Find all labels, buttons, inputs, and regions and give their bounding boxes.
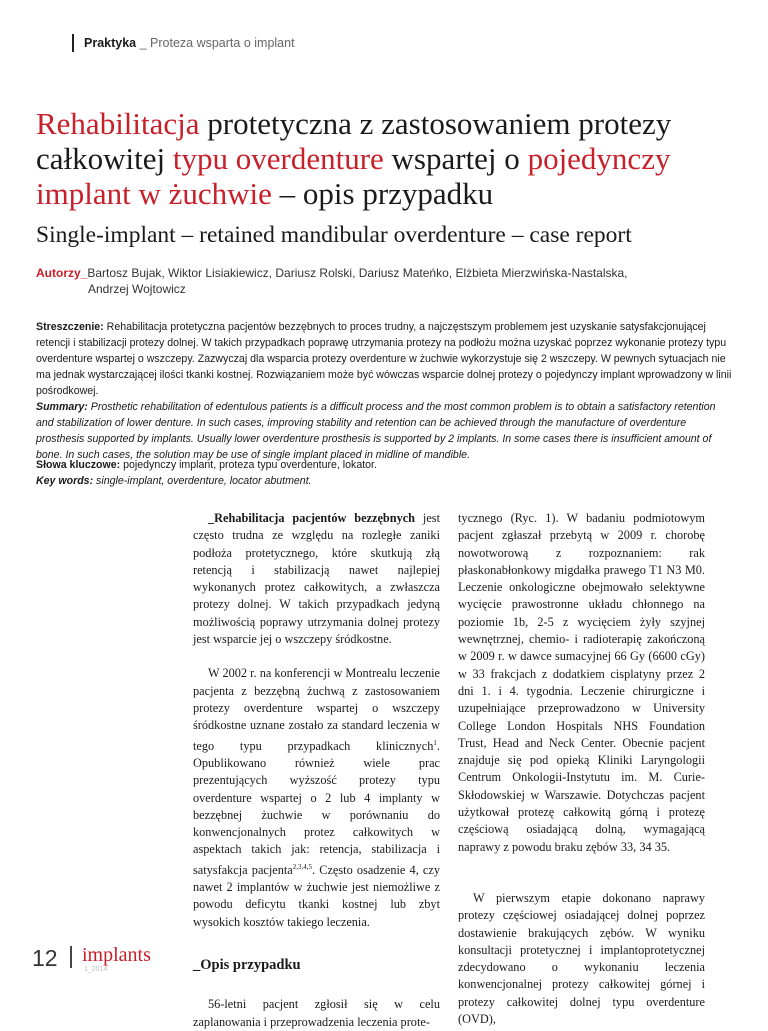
authors-line-2: Andrzej Wojtowicz [88, 282, 186, 296]
header-rule [72, 34, 74, 52]
treatment-paragraph: W pierwszym etapie dokonano naprawy protezy częściowej osiadającej dolnej poprzez dostawienie brakujących zębów. W wyniku konsultacji protetycznej i implantoprotetycznej zdecydowano o wykonaniu leczenia konwencjonalnej protezy całkowitej górnej i protezy całkowitej dolnej typu overdenture (OVD), [458, 890, 705, 1027]
abstract-pl-label: Streszczenie: [36, 321, 104, 333]
keywords-pl-text: pojedynczy implant, proteza typu overdenture, lokator. [120, 459, 377, 471]
keywords-pl-label: Słowa kluczowe: [36, 459, 121, 471]
header-separator: _ [136, 36, 151, 50]
article-title [36, 106, 756, 211]
article-subtitle: Single-implant – retained mandibular overdenture – case report [36, 222, 632, 248]
montreal-text-b: . Opublikowano również wiele prac prezentujących wyższość protezy typu overdenture wspartej o 2 lub 4 implanty w bezzębnej żuchwie w porównaniu do konwencjonalnych protez całkowitych w aspektach takich jak: retencja, stabilizacja i satysfakcja pacjenta [193, 738, 440, 877]
montreal-text-a: W 2002 r. na konferencji w Montrealu leczenie pacjenta z bezzębną żuchwą z zastosowaniem protezy overdenture wspartej o wszczepy śródkostne uznane zostało za standard leczenia w tego typu przypadkach klinicznych [193, 666, 440, 753]
keywords-en-label: Key words: [36, 475, 94, 487]
montreal-text-c: . Często osadzenie 4, czy nawet 2 implantów w żuchwie jest niemożliwe z powodu deficytu tkanki kostnej lub zbyt wysokich kosztów takiego leczenia. [193, 862, 440, 929]
intro-lead: _Rehabilitacja pacjentów bezzębnych [208, 511, 416, 525]
title-part-5: pojedynczy implant w żuchwie [36, 141, 671, 211]
title-part-4: wspartej o [383, 141, 528, 176]
authors-line-1: Bartosz Bujak, Wiktor Lisiakiewicz, Dariusz Rolski, Dariusz Mateńko, Elżbieta Mierzwińska-Nastalska, [87, 266, 628, 280]
intro-rest: jest często trudna ze względu na rozległe zaniki podłoża protetycznego, które skutkują złą retencją i stabilizacją nawet najlepiej wykonanych protez całkowitych, a zwłaszcza protezy dolnej. W takich przypadkach jedyną możliwością poprawy utrzymania dolnej protezy jest wsparcie jej o wszczepy śródkostne. [193, 511, 440, 647]
header-section: Praktyka [84, 36, 137, 50]
keywords [36, 457, 736, 489]
abstract-pl-text: Rehabilitacja protetyczna pacjentów bezzębnych to proces trudny, a najczęstszym problemem jest uzyskanie satysfakcjonującej retencji i stabilizacji protezy dolnej. W takich przypadkach poprawę utrzymania protezy na podłożu można uzyskać poprzez wykonanie protezy typu overdenture wspartej o wszczepy. Zazwyczaj dla wsparcia protezy overdenture w żuchwie wykorzystuje się 2 wszczepy. W pewnych sytuacjach nie ma jednak wystarczającej ilości tkanki kostnej. Rozwiązaniem może być wówczas wsparcie dolnej protezy o pojedynczy implant wprowadzony w linii pośrodkowej. [36, 321, 732, 397]
title-part-2: protetyczna z zastosowaniem protezy całkowitej [36, 106, 672, 176]
title-part-1: Rehabilitacja [36, 106, 200, 141]
authors [36, 265, 736, 297]
abstract-en-text: Prosthetic rehabilitation of edentulous patients is a difficult process and the most common problem is to obtain a satisfactory retention and stabilization of lower denture. In such cases, improving stability and retention can be achieved through the manufacture of overdenture prosthesis supported by implants. Usually lower overdenture prosthesis is supported by 2 implants. In some cases there is insufficient amount of bone. In such cases, the solution may be use of single implant placed in midline of mandible. [36, 401, 716, 461]
journal-logo: implants [82, 944, 151, 966]
title-part-6: – opis przypadku [271, 176, 494, 211]
case-paragraph: 56-letni pacjent zgłosił się w celu zaplanowania i przeprowadzenia leczenia prote- [193, 997, 440, 1029]
citation-2: 2,3,4,5 [292, 862, 313, 871]
keywords-en [36, 473, 736, 489]
body-column-2 [458, 510, 705, 1028]
keywords-pl [36, 457, 736, 473]
intro-paragraph [193, 510, 440, 648]
footer-rule [70, 946, 72, 968]
keywords-en-text: single-implant, overdenture, locator abutment. [93, 475, 312, 487]
abstract-pl [36, 319, 736, 399]
authors-label: Autorzy_ [36, 266, 88, 280]
history-paragraph: tycznego (Ryc. 1). W badaniu podmiotowym pacjent zgłaszał przebytą w 2009 r. chorobę nowotworową z rozpoznaniem: rak płaskonabłonkowy migdałka prawego T1 N3 M0. Leczenie onkologiczne obejmowało selektywne wycięcie prawostronne układu chłonnego na poziomie 1b, 2-5 z wycięciem żyły szyjnej wewnętrznej, chemio- i radioterapię zakończoną w 2009 r. w dawce sumacyjnej 66 Gy (6600 cGy) w 33 frakcjach z dodatkiem cisplatyny przez 2 dni 1. i 4. tygodnia. Leczenie chirurgiczne i uzupełniające przeprowadzono w University College London Hospitals NHS Foundation Trust, Head and Neck Center. Obecnie pacjent znajduje się pod opieką Kliniki Laryngologii Centrum Onkologii-Instytutu im. M. Curie-Skłodowskiej w Warszawie. Dotychczas pacjent użytkował protezę całkowitą górną i protezę częściową osiadającą dolną, wymagającą naprawy z powodu braku zębów 33, 34 35. [458, 511, 705, 854]
citation-1: 1 [433, 738, 437, 747]
header-topic: Proteza wsparta o implant [150, 36, 295, 50]
journal-issue: 1_2014 [84, 966, 108, 973]
body-column-1 [193, 510, 440, 1031]
title-part-3: typu overdenture [172, 141, 384, 176]
abstract-en-label: Summary: [36, 401, 88, 413]
montreal-paragraph [193, 665, 440, 931]
abstract [36, 319, 736, 463]
section-heading-case: _Opis przypadku [193, 957, 301, 974]
running-header [84, 36, 295, 50]
page-number: 12 [32, 945, 58, 971]
abstract-en [36, 399, 736, 463]
